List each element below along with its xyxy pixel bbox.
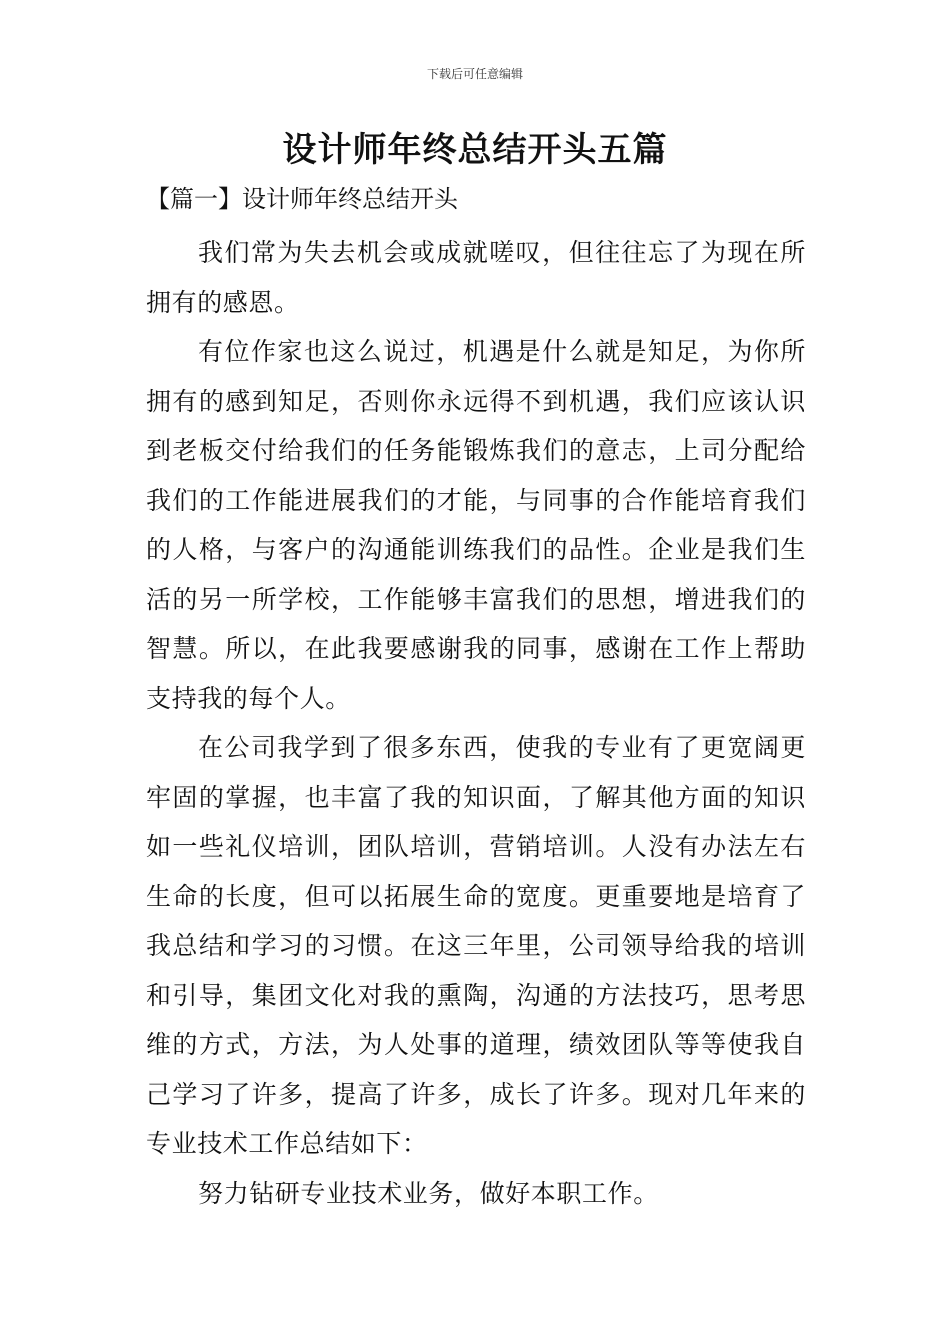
paragraph: 有位作家也这么说过，机遇是什么就是知足，为你所拥有的感到知足，否则你永远得不到机遇，我们应该认识到老板交付给我们的任务能锻炼我们的意志，上司分配给我们的工作能进展我们的才能，与同事的合作能培育我们的人格，与客户的沟通能训练我们的品性。企业是我们生活的另一所学校，工作能够丰富我们的思想，增进我们的智慧。所以，在此我要感谢我的同事，感谢在工作上帮助支持我的每个人。: [146, 337, 806, 713]
document-title: 设计师年终总结开头五篇: [282, 130, 668, 170]
document-body: [146, 228, 806, 1218]
section-heading: 【篇一】设计师年终总结开头: [146, 185, 458, 213]
paragraph: 努力钻研专业技术业务，做好本职工作。: [198, 1178, 659, 1208]
header-note: 下载后可任意编辑: [426, 67, 523, 81]
paragraph: 在公司我学到了很多东西，使我的专业有了更宽阔更牢固的掌握，也丰富了我的知识面，了解其他方面的知识如一些礼仪培训，团队培训，营销培训。人没有办法左右生命的长度，但可以拓展生命的宽度。更重要地是培育了我总结和学习的习惯。在这三年里，公司领导给我的培训和引导，集团文化对我的熏陶，沟通的方法技巧，思考思维的方式，方法，为人处事的道理，绩效团队等等使我自己学习了许多，提高了许多，成长了许多。现对几年来的专业技术工作总结如下：: [146, 733, 806, 1158]
paragraph: 我们常为失去机会或成就嗟叹，但往往忘了为现在所拥有的感恩。: [146, 238, 806, 317]
